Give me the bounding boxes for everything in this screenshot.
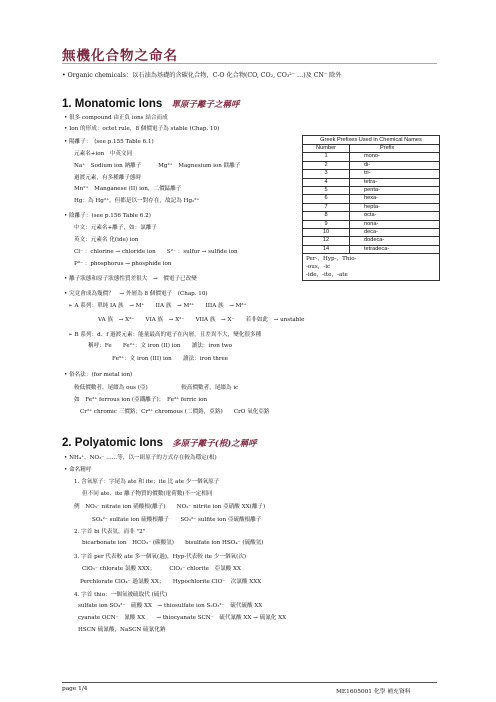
- text-line: SO₄²⁻ sulfate ion 硫酸根離子 SO₃²⁻ sulfite ion 亞硫酸根離子: [92, 517, 262, 523]
- section-1-heading: [62, 98, 240, 110]
- table-row: [303, 195, 439, 203]
- text-line: 1. 含氧原子：字尾為 ate 和 ite；ite 比 ate 少一個氧原子: [74, 479, 220, 485]
- text-line: • 離子狀態和原子狀態性質差很大 → 價電子已改變: [64, 276, 197, 282]
- table-row: [303, 153, 439, 161]
- text-line: HSCN 硫氰酸，NaSCN 硫氰化鈉: [78, 627, 166, 633]
- text-line: • 俗名法：(for metal ion): [64, 372, 133, 378]
- table-caption: Greek Prefixes Used in Chemical Names: [303, 136, 439, 145]
- table-body: [303, 153, 439, 254]
- cell-prefix: nona-: [350, 221, 439, 229]
- cell-prefix: tetra-: [350, 179, 439, 187]
- text-line: • 究竟會成為幾價？ → 外層為 8 個價電子 (Chap. 10): [64, 291, 208, 297]
- text-line: • 很多 compound 由正負 ions 結合而成: [64, 115, 168, 121]
- text-line: • Ion 的形成：octet rule，8 個價電子為 stable (Chap. 10): [64, 126, 220, 132]
- cell-number: 1: [303, 153, 350, 161]
- table-row: [303, 204, 439, 212]
- text-line: 2. 字首 bi 代表氫，而非 "2": [74, 529, 146, 535]
- text-line: 例 NO₃⁻ nitrate ion 硝酸根(離子) NO₂⁻ nitrite ion 亞硝酸 XX(離子): [74, 504, 266, 510]
- text-line: 如 Fe²⁺ ferrous ion (亞鐵離子)； Fe³⁺ ferric ion: [74, 397, 208, 403]
- section-2-heading: [62, 437, 257, 449]
- intro-line: • Organic chemicals：以石油為基礎的含碳化合物，C-O 化合物(CO, CO₂, CO₃²⁻ …)及 CN⁻ 除外: [62, 72, 342, 79]
- cell-number: 6: [303, 195, 350, 203]
- cell-prefix: octa-: [350, 212, 439, 220]
- table-row: [303, 229, 439, 237]
- text-line: Mn²⁺ Manganese (II) ion，二價錳離子: [74, 186, 182, 192]
- course-label: ME1605001 化學 補充資料: [336, 689, 411, 695]
- section-2-subtitle: 多原子離子(根)之稱呼: [172, 439, 257, 449]
- cell-number: 4: [303, 179, 350, 187]
- text-line: ➢ B 系列：d、f 過渡元素：能量最高的電子在內層，且差異不大，變化很多種: [68, 332, 262, 338]
- title-underline: [62, 63, 437, 64]
- cell-prefix: tri-: [350, 170, 439, 178]
- greek-prefix-table: [302, 135, 440, 281]
- text-line: Fe³⁺：文 iron (III) ion 讀法：iron three: [112, 356, 229, 362]
- text-line: 3. 字首 per 代表較 ate 多一個氧(過)，Hyp-代表較 ite 少一個氧(次): [74, 554, 247, 560]
- cell-number: 12: [303, 237, 350, 245]
- text-line: • 陽離子： (see p.155 Table 6.1): [64, 139, 154, 145]
- note-line: -ous，-ic: [306, 264, 331, 271]
- text-line: Cl⁻ ：chlorine → chloride ion S²⁻ ：sulfur → sulfide ion: [74, 249, 238, 255]
- table-row: [303, 187, 439, 195]
- cell-prefix: tetradeca-: [350, 246, 439, 254]
- header-prefix: Prefix: [350, 145, 439, 153]
- table-row: [303, 221, 439, 229]
- page-title: 無機化合物之命名: [62, 48, 178, 64]
- text-line: • 命名精呼: [64, 467, 92, 473]
- cell-number: 3: [303, 170, 350, 178]
- text-line: P³⁻ ：phosphorus → phosphide ion: [74, 261, 172, 267]
- text-line: 但不同 ate、ite 離子物質的價數(電荷數)不一定相同: [82, 491, 213, 497]
- header-number: Number: [303, 145, 350, 153]
- cell-number: 8: [303, 212, 350, 220]
- table-notes: [303, 254, 439, 280]
- note-line: -ide，-ite，-ate: [306, 272, 348, 279]
- table-header: [303, 145, 439, 153]
- section-1-title: 1. Monatomic Ions: [62, 98, 163, 110]
- text-line: Na⁺ Sodium ion 鈉離子 Mg²⁺ Magnesium ion 鎂離子: [74, 163, 241, 169]
- footer-rule: [62, 682, 437, 683]
- text-line: cyanate OCN⁻ 氰酸 XX → thiocyanate SCN⁻ 硫代氰酸 XX → 硫氰化 XX: [78, 615, 287, 621]
- text-line: bicarbonate ion HCO₃⁻ (碳酸氫) bisulfate ion HSO₄⁻ (硫酸氫): [82, 540, 264, 546]
- cell-prefix: penta-: [350, 187, 439, 195]
- cell-prefix: deca-: [350, 229, 439, 237]
- cell-prefix: mono-: [350, 153, 439, 161]
- section-2-title: 2. Polyatomic Ions: [62, 437, 163, 449]
- cell-number: 2: [303, 162, 350, 170]
- cell-number: 5: [303, 187, 350, 195]
- text-line: ➢ A 系列：單純 IA 族 → M⁺ IIA 族 → M²⁺ IIIA 族 → M³⁺: [68, 303, 247, 309]
- cell-prefix: hepta-: [350, 204, 439, 212]
- page-number: page 1/4: [62, 686, 88, 692]
- cell-prefix: hexa-: [350, 195, 439, 203]
- table-row: [303, 246, 439, 254]
- text-line: 4. 字首 thio：一個氧被硫取代 (硫代): [74, 592, 168, 598]
- text-line: Hg：為 Hg²⁺，但都是以一對存在，故記為 Hg₂²⁺: [74, 198, 200, 204]
- text-line: 元素名+ion 中英文同: [74, 151, 133, 157]
- table-row: [303, 212, 439, 220]
- text-line: • NH₄⁺、NO₃⁻ ……等，以一組原子的方式存在較為穩定(根): [64, 455, 217, 461]
- text-line: 稱呼：Fe Fe²⁺：文 iron (II) ion 讀法：iron two: [88, 343, 233, 349]
- cell-prefix: di-: [350, 162, 439, 170]
- section-1-subtitle: 單原子離子之稱呼: [171, 100, 240, 110]
- text-line: VA 族 → X³⁻ VIA 族 → X²⁻ VIIA 族 → X⁻ 若非如此 → unstable: [98, 317, 305, 323]
- table-row: [303, 179, 439, 187]
- text-line: • 陰離子：(see p.156 Table 6.2): [64, 213, 151, 219]
- cell-number: 14: [303, 246, 350, 254]
- cell-number: 10: [303, 229, 350, 237]
- text-line: 英文：元素名 化(ide) ion: [74, 237, 139, 243]
- text-line: 較低價數者，尾綴為 ous (亞) 較高價數者，尾綴為 ic: [74, 385, 239, 391]
- note-line: Per-，Hyp-，Thio-: [306, 256, 357, 263]
- cell-number: 9: [303, 221, 350, 229]
- text-line: Perchlorate ClO₄⁻ 過氯酸 XX； Hypochlorite ClO⁻ 次氯酸 XXX: [80, 579, 262, 585]
- text-line: ClO₃⁻ chlorate 氯酸 XXX； ClO₂⁻ chlorite 亞氯酸 XX: [82, 566, 242, 572]
- table-row: [303, 162, 439, 170]
- text-line: Cr²⁺ chromic 三價鉻；Cr³⁺ chromous (二價鉻，亞鉻) CrO 氧化亞鉻: [80, 409, 270, 415]
- text-line: sulfate ion SO₄²⁻ 硫酸 XX → thiosulfate ion S₂O₃²⁻ 硫代硫酸 XX: [78, 603, 263, 609]
- table-row: [303, 170, 439, 178]
- table-row: [303, 237, 439, 245]
- cell-prefix: dodeca-: [350, 237, 439, 245]
- cell-number: 7: [303, 204, 350, 212]
- text-line: 過渡元素，有多種離子態時: [74, 175, 142, 181]
- text-line: 中文：元素名+離子，如：氯離子: [74, 225, 157, 231]
